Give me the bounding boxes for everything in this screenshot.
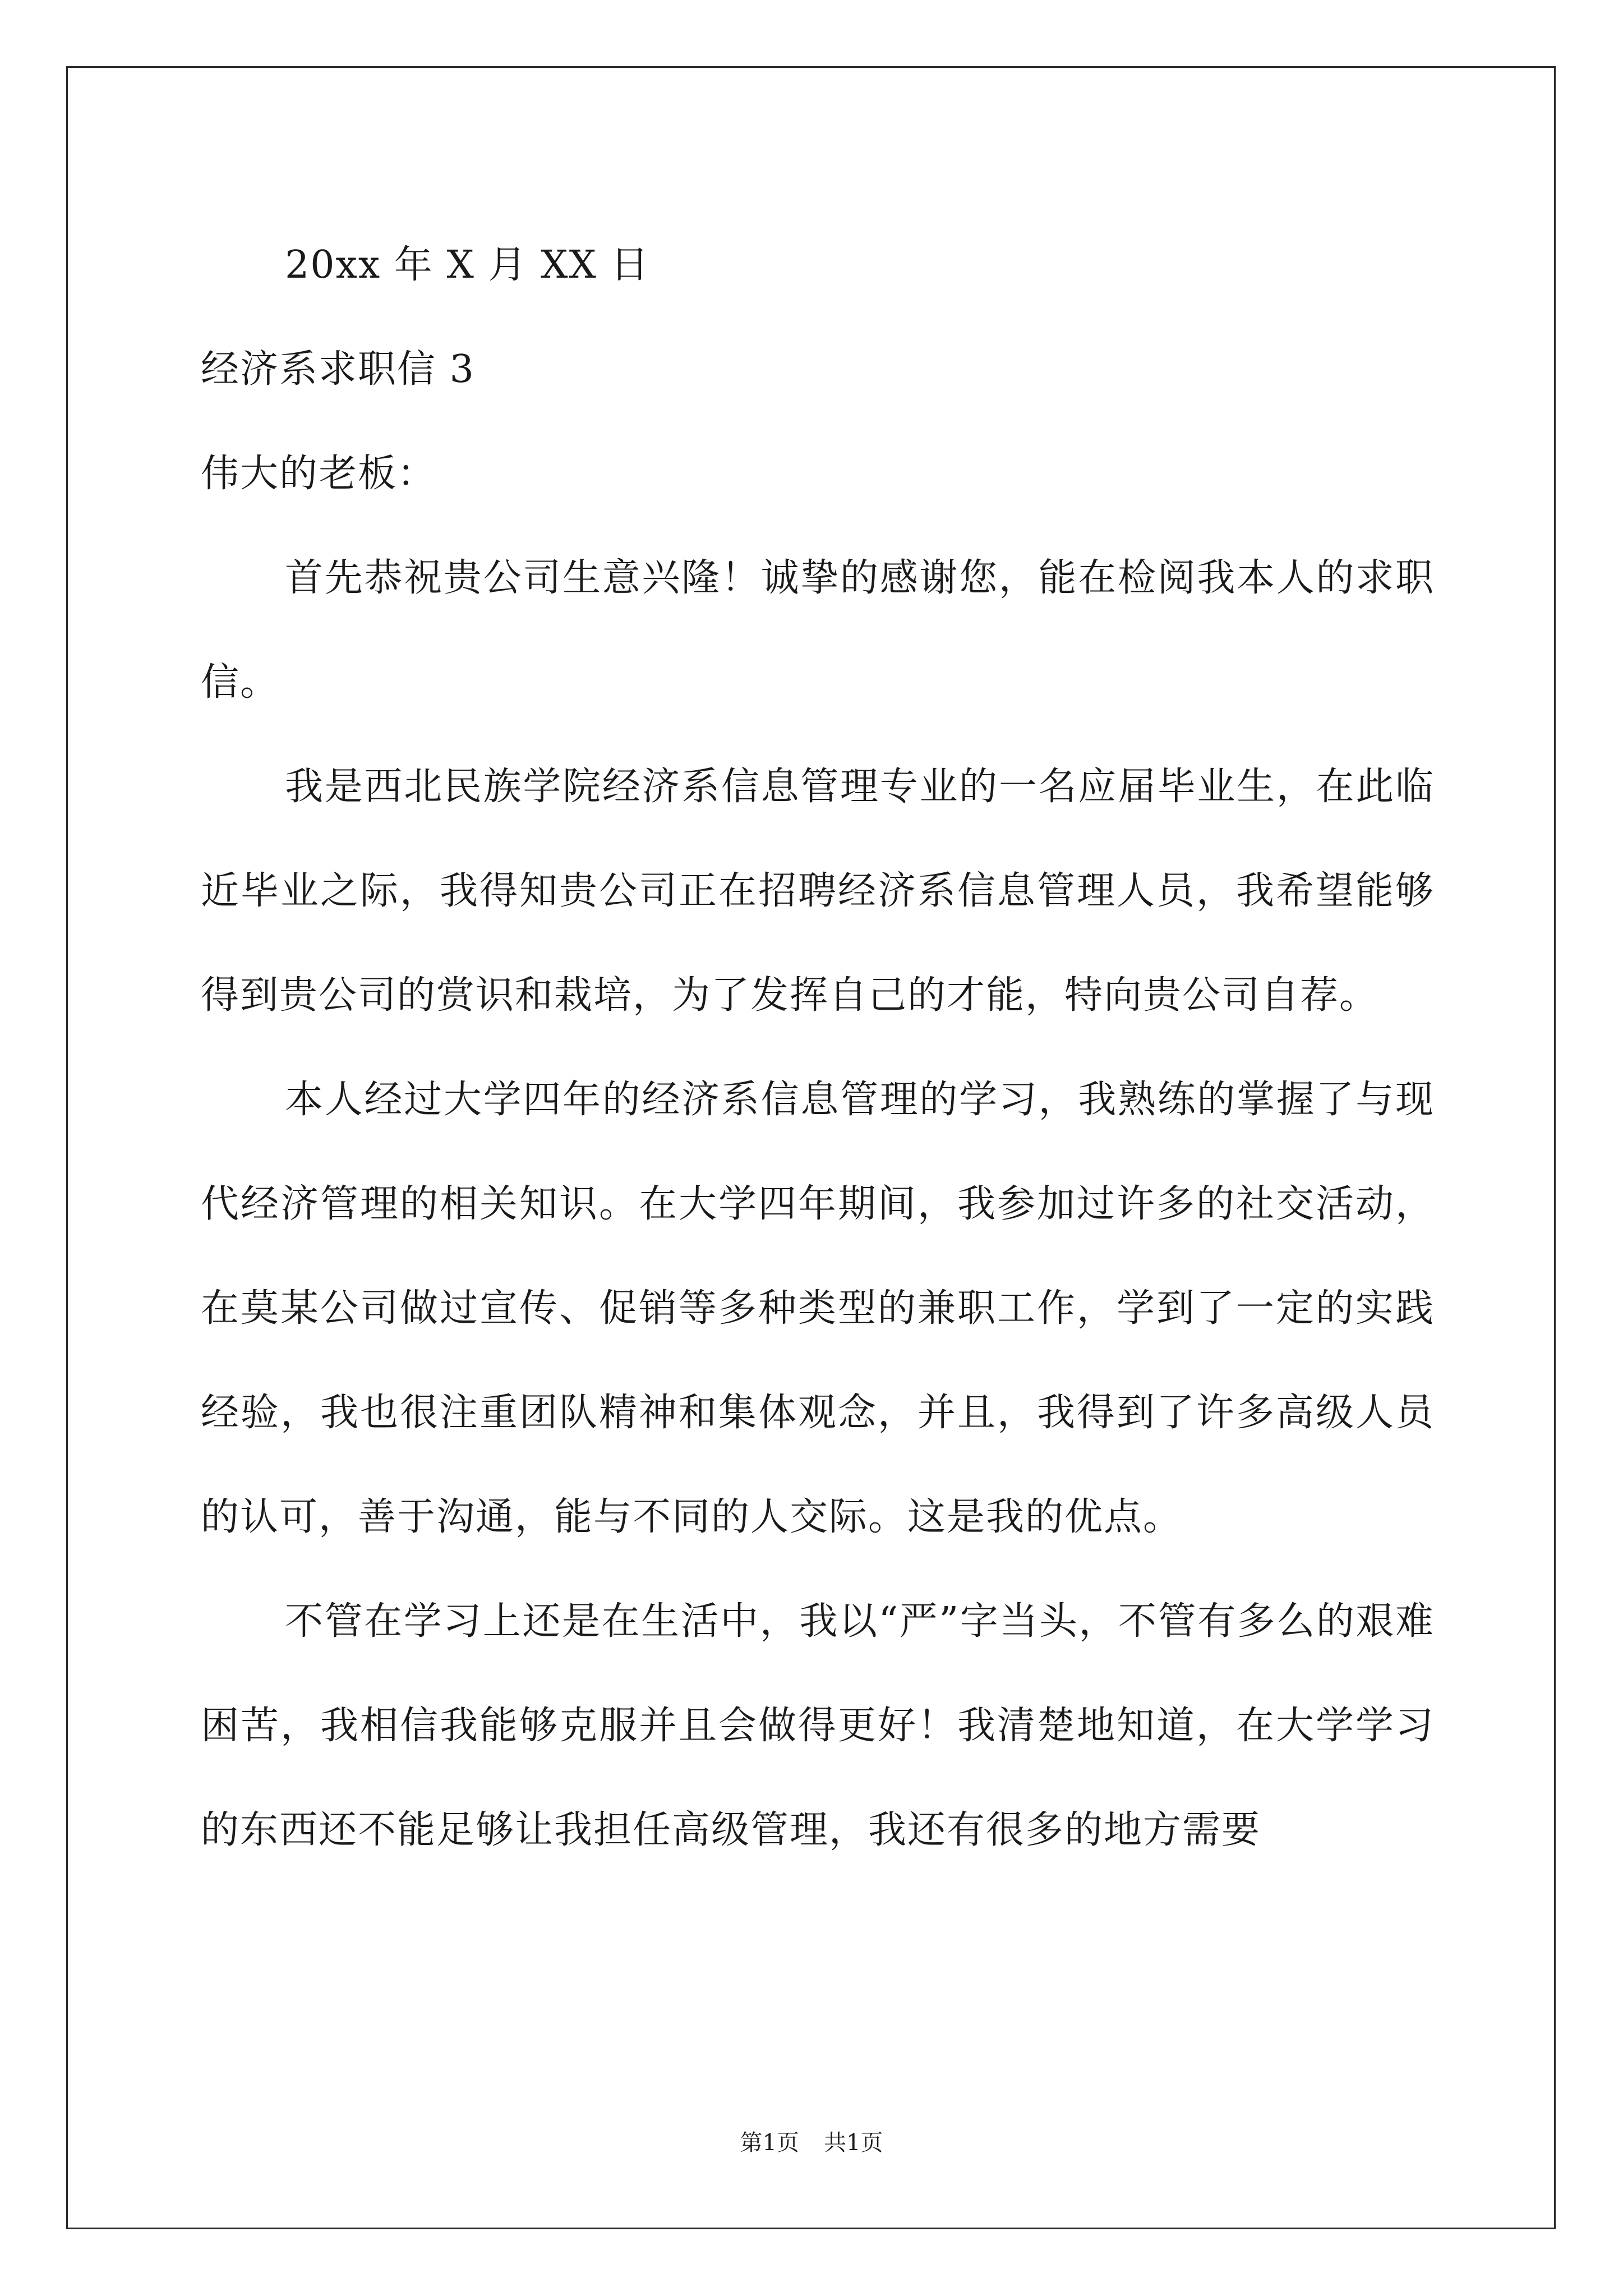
paragraph-introduction: 我是西北民族学院经济系信息管理专业的一名应届毕业生，在此临近毕业之际，我得知贵公司正在招聘经济系信息管理人员，我希望能够得到贵公司的赏识和栽培，为了发挥自己的才能，特向贵公司自荐。	[201, 765, 1435, 1018]
paragraph-attitude: 不管在学习上还是在生活中，我以“严”字当头，不管有多么的艰难困苦，我相信我能够克服并且会做得更好！我清楚地知道，在大学学习的东西还不能足够让我担任高级管理，我还有很多的地方需要	[201, 1599, 1435, 1852]
page-total: 共1页	[824, 2130, 883, 2156]
paragraph-experience: 本人经过大学四年的经济系信息管理的学习，我熟练的掌握了与现代经济管理的相关知识。在大学四年期间，我参加过许多的社交活动，在莫某公司做过宣传、促销等多种类型的兼职工作，学到了一定的实践经验，我也很注重团队精神和集体观念，并且，我得到了许多高级人员的认可，善于沟通，能与不同的人交际。这是我的优点。	[201, 1078, 1435, 1539]
page-footer	[0, 2129, 1623, 2157]
letter-title: 经济系求职信 3	[201, 347, 475, 392]
page-number: 第1页	[740, 2130, 799, 2156]
salutation: 伟大的老板：	[201, 452, 437, 496]
letter-body	[201, 213, 1435, 1883]
date-line: 20xx 年 X 月 XX 日	[285, 243, 650, 287]
paragraph-greeting: 首先恭祝贵公司生意兴隆！诚挚的感谢您，能在检阅我本人的求职信。	[201, 556, 1435, 705]
